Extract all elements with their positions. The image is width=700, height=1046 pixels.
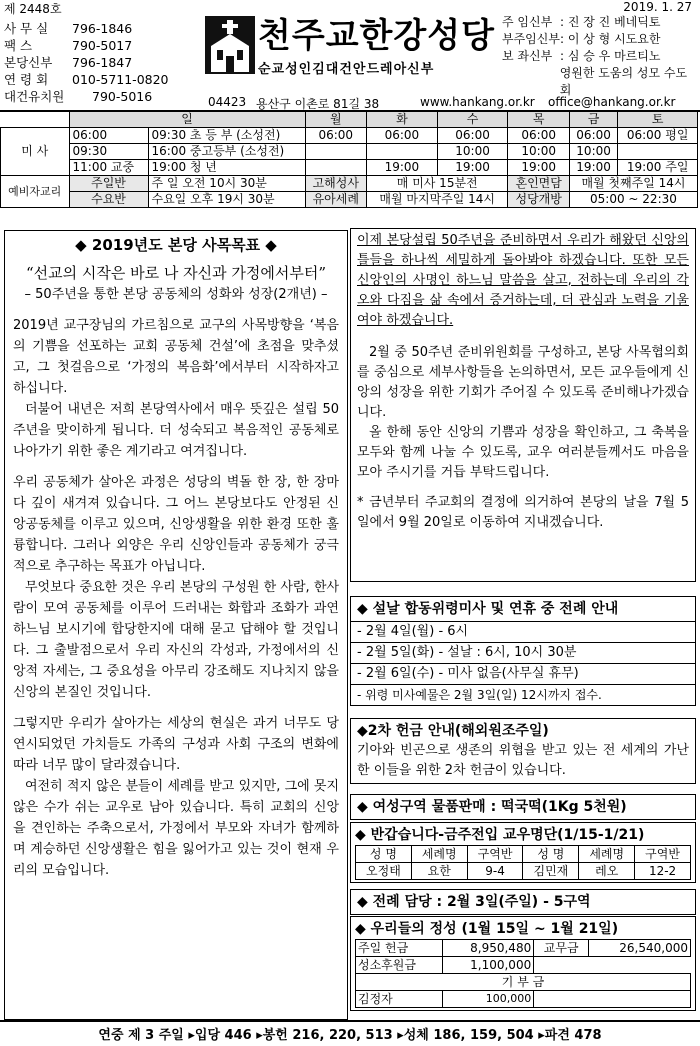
table-row: 성소후원금 1,100,000: [356, 957, 691, 974]
day-wed: 수: [437, 112, 508, 128]
paragraph: 이제 본당설립 50주년을 준비하면서 우리가 해왔던 신앙의 틀들을 하나씩 세밀하게 돌아봐야 하겠습니다. 또한 모든 신앙인의 사명인 하느님 말씀을 살고, 전하는데 우리의 각오와 다짐을 삶 속에서 증거하는데, 더 관심과 노력을 기울여야 하겠습니다.: [357, 233, 689, 328]
table-header: 성 명 세례명 구역반 성 명 세례명 구역반: [356, 846, 691, 863]
section-title: ◆ 설날 합동위령미사 및 연휴 중 전례 안내: [351, 597, 695, 622]
staff-row: 주 임신부 : 진 장 진 베네딕토: [502, 15, 661, 29]
sale-notice: ◆ 여성구역 물품판매 : 떡국떡(1Kg 5천원): [350, 794, 696, 820]
mass-row: 09:30 16:00 중고등부 (소성전) 10:00 10:00 10:00: [1, 144, 698, 160]
paragraph: 기아와 빈곤으로 생존의 위협을 받고 있는 전 세계의 가난한 이들을 위한 2차 헌금이 있습니다.: [357, 743, 689, 778]
event-label: 예비자교리: [1, 176, 70, 208]
staff-row: 보 좌신부 : 심 승 우 마르티노: [502, 49, 661, 63]
table-row: 주일 헌금 8,950,480 교무금 26,540,000: [356, 940, 691, 957]
day-header-row: [1, 112, 698, 128]
paragraph: 올 한해 동안 신앙의 기쁨과 성장을 확인하고, 그 축복을 모두와 함께 나눌 수 있도록, 교우 여러분들께서도 마음을 모아 주시기를 거듭 부탁드립니다.: [357, 425, 689, 480]
paragraph: 여전히 적지 않은 분들이 세례를 받고 있지만, 그에 못지않은 수가 쉬는 교우로 남아 있습니다. 특히 교회의 신앙을 견인하는 주축으로서, 가정에서 부모와 자녀가 함께하며 계승하던 신앙생활은 힘을 잃어가고 있는 것이 현재 우리의 모습입니다.: [13, 779, 339, 878]
offering-table: [355, 939, 691, 1008]
street-address: 용산구 이촌로 81길 38: [256, 97, 380, 111]
article-continuation: [350, 228, 696, 582]
mass-row: 미 사 06:00 09:30 초 등 부 (소성전) 06:00 06:00 06:00 06:00 06:00 06:00 평일: [1, 128, 698, 144]
article-motto: “선교의 시작은 바로 나 자신과 가정에서부터”: [26, 264, 326, 282]
contact-row: 팩 스 790-5017: [4, 38, 133, 53]
liturgy-hymns-footer: 연중 제 3 주일 ▸입당 446 ▸봉헌 216, 220, 513 ▸성체 186, 159, 504 ▸파견 478: [98, 1028, 602, 1043]
mass-row: 11:00 교중 19:00 청 년 19:00 19:00 19:00 19:00 19:00 주일: [1, 160, 698, 176]
article-submotto: – 50주년을 통한 본당 공동체의 성화와 성장(2개년) –: [24, 287, 328, 302]
contact-row: 대건유치원 790-5016: [4, 89, 153, 104]
day-sun: 일: [69, 112, 305, 128]
church-logo-icon: [205, 16, 255, 74]
day-tue: 화: [367, 112, 438, 128]
postcode: 04423: [208, 95, 247, 109]
day-thu: 목: [508, 112, 570, 128]
issue-date: 2019. 1. 27: [623, 0, 692, 14]
paragraph: 2019년 교구장님의 가르침으로 교구의 사목방향을 ‘복음의 기쁨을 선포하는 교회 공동체 건설’에 초점을 맞추셨고, 그 첫걸음으로 ‘가정의 복음화’에서부터 시작하자고 하십니다.: [13, 318, 339, 396]
day-fri: 금: [569, 112, 617, 128]
list-item: - 위령 미사예물은 2월 3일(일) 12시까지 접수.: [357, 688, 602, 702]
section-title: ◆ 우리들의 정성 (1월 15일 ~ 1월 21일): [355, 921, 619, 937]
table-row: 오정태 요한 9-4 김민재 레오 12-2: [356, 863, 691, 880]
event-row: 예비자교리 주일반 주 일 오전 10시 30분 고해성사 매 미사 15분전 혼인면담 매월 첫째주일 14시: [1, 176, 698, 192]
paragraph: 그렇지만 우리가 살아가는 세상의 현실은 과거 너무도 당연시되었던 가치들도 가족의 구성과 사회 구조의 변화에 따라 너무 많이 달라졌습니다.: [13, 716, 339, 773]
day-mon: 월: [305, 112, 367, 128]
day-sat: 토: [618, 112, 698, 128]
email-link[interactable]: office@hankang.or.kr: [548, 95, 676, 109]
patron-saint: 순교성인김대건안드레아신부: [258, 62, 435, 77]
staff-row: 영원한 도움의 성모 수도회: [559, 66, 688, 97]
second-collection-notice: [350, 718, 696, 784]
mass-label: 미 사: [1, 128, 70, 176]
newcomer-list: [350, 822, 696, 883]
article-title: ◆ 2019년도 본당 사목목표 ◆: [75, 236, 277, 254]
paragraph: 2월 중 50주년 준비위원회를 구성하고, 본당 사목협의회를 중심으로 세부사항들을 논의하면서, 모든 교우들에게 신앙의 성장을 위한 기회가 주어질 수 있도록 준비해나가겠습니다.: [357, 345, 689, 420]
newcomer-table: [355, 845, 691, 880]
list-item: - 2월 5일(화) - 설날 : 6시, 10시 30분: [351, 643, 695, 664]
list-item: - 2월 6일(수) - 미사 없음(사무실 휴무): [351, 664, 695, 685]
footer-divider: [0, 1020, 700, 1022]
website-link[interactable]: www.hankang.or.kr: [420, 95, 535, 109]
parish-name: 천주교한강성당: [258, 16, 495, 56]
table-row: [356, 974, 691, 991]
donation-label: 기 부 금: [356, 974, 691, 991]
staff-row: 부주임신부 : 이 상 형 시도요한: [502, 32, 661, 46]
event-row: 수요반 수요일 오후 19시 30분 유아세례 매월 마지막주일 14시 성당개방 05:00 ~ 22:30: [1, 192, 698, 208]
contact-row: 사 무 실 796-1846: [4, 21, 133, 36]
paragraph: 더불어 내년은 저희 본당역사에서 매우 뜻깊은 설립 50주년을 맞이하게 됩니다. 더 성숙되고 복음적인 공동체로 나아가기 위한 좋은 계기라고 여겨집니다.: [13, 402, 339, 459]
section-title: ◆ 반갑습니다-금주전입 교우명단(1/15-1/21): [355, 827, 645, 843]
seollal-notice: [350, 596, 696, 706]
contact-row: 연 령 회 010-5711-0820: [4, 72, 169, 87]
list-item: - 2월 4일(월) - 6시: [351, 622, 695, 643]
mass-schedule-table: [0, 111, 698, 208]
issue-number: 제 2448호: [4, 2, 62, 16]
liturgy-duty: ◆ 전례 담당 : 2월 3일(주일) - 5구역: [350, 889, 696, 915]
table-row: 김정자 100,000: [356, 991, 691, 1008]
paragraph: 우리 공동체가 살아온 과정은 성당의 벽돌 한 장, 한 장마다 깊이 새겨져 있습니다. 그 어느 본당보다도 안정된 신앙공동체를 이루고 있으며, 신앙생활을 위한 환경 또한 훌륭합니다. 그러나 외양은 우리 신앙인들과 공동체가 궁극적으로 추구하는 목표가 아닙니다.: [13, 475, 339, 574]
contact-list: [4, 20, 204, 105]
offering-report: [350, 916, 696, 1011]
notice-note: * 금년부터 주교회의 결정에 의거하여 본당의 날을 7월 5일에서 9월 20일로 이동하여 지내겠습니다.: [357, 495, 689, 530]
pastoral-goal-article: [4, 230, 348, 1020]
contact-row: 본당신부 796-1847: [4, 55, 133, 70]
section-title: ◆2차 헌금 안내(해외원조주일): [357, 723, 549, 739]
paragraph: 무엇보다 중요한 것은 우리 본당의 구성원 한 사람, 한사람이 모여 공동체를 이루어 드러내는 화합과 조화가 과연 하느님 보시기에 합당한지에 대해 묻고 답해야 할 것입니다. 그 출발점으로서 우리 자신의 각성과, 가정에서의 신앙적 자세는, 그 중요성을 아무리 강조해도 지나치지 않을 신앙의 본질인 것입니다.: [13, 580, 339, 700]
staff-list: [502, 14, 698, 99]
